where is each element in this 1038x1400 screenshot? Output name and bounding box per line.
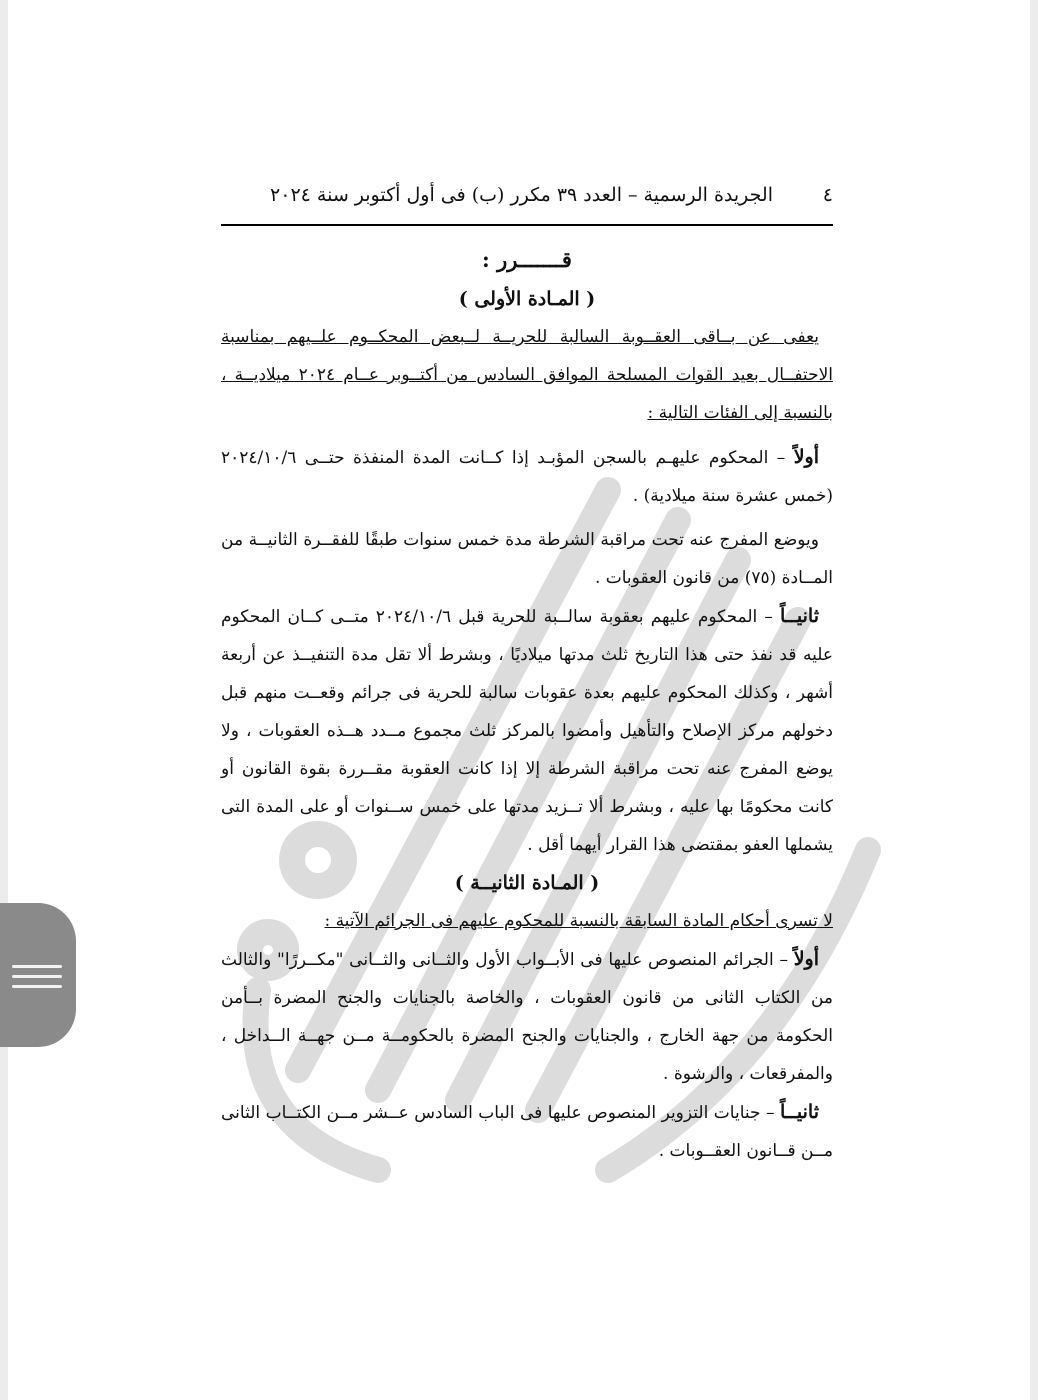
article-1-title: ( المـادة الأولى ) — [458, 288, 596, 310]
menu-bar — [12, 975, 62, 978]
page-header — [221, 180, 833, 226]
article-2-title: ( المـادة الثانيــة ) — [454, 872, 600, 894]
article-2-item-2 — [221, 1093, 833, 1170]
side-menu-handle[interactable] — [0, 903, 76, 1047]
article-1-item-2 — [221, 597, 833, 864]
item-label: ثانيــاً — [779, 605, 819, 627]
article-2-item-1 — [221, 940, 833, 1093]
article-1-item-1 — [221, 438, 833, 515]
document-page — [8, 0, 1030, 1400]
item-label: أولاً — [793, 446, 819, 468]
article-1-item-1-note: ويوضع المفرج عنه تحت مراقبة الشرطة مدة خمس سنوات طبقًا للفقــرة الثانيــة من المــادة (٧٥) من قانون العقوبات . — [221, 530, 833, 588]
item-label: أولاً — [793, 948, 819, 970]
menu-bar — [12, 965, 62, 968]
item-text: – جنايات التزوير المنصوص عليها فى الباب السادس عــشر مــن الكتــاب الثانى مــن قــانون العقــوبات . — [221, 1103, 833, 1161]
item-text: – الجرائم المنصوص عليها فى الأبــواب الأول والثــانى والثــانى "مكــررًا" والثالث من الكتاب الثانى من قانون العقوبات ، والخاصة بالجنايات والجنح المضرة بــأمن الحكومة من جهة الخارج ، والجنايات والجنح المضرة بالحكومــة مــن جهــة الــداخل ، والمفرقعات ، والرشوة . — [221, 950, 833, 1084]
article-1-intro: يعفى عن بــاقى العقــوبة السالبة للحريــة لــبعض المحكــوم علــيهم بمناسبة الاحتفــال بعيد القوات المسلحة الموافق السادس من أكتــوبر عــام ٢٠٢٤ ميلاديــة ، بالنسبة إلى الفئات التالية : — [221, 327, 833, 423]
article-2-intro: لا تسرى أحكام المادة السابقة بالنسبة للمحكوم عليهم فى الجرائم الآتية : — [324, 911, 833, 931]
item-text: – المحكوم عليهـم بالسجن المؤبـد إذا كــانت المدة المنفذة حتــى ٢٠٢٤/١٠/٦ (خمس عشرة سنة ميلادية) . — [221, 448, 833, 506]
item-label: ثانيــاً — [779, 1101, 819, 1123]
menu-bar — [12, 985, 62, 988]
document-body — [221, 240, 833, 1170]
gazette-header-text: الجريدة الرسمية – العدد ٣٩ مكرر (ب) فى أول أكتوبر سنة ٢٠٢٤ — [270, 184, 773, 206]
page-number: ٤ — [822, 184, 833, 206]
item-text: – المحكوم عليهم بعقوبة سالــبة للحرية قبل ٢٠٢٤/١٠/٦ متــى كــان المحكوم عليه قد نفذ حتى هذا التاريخ ثلث مدتها ميلاديًا ، وبشرط ألا تقل مدة التنفيــذ عن أربعة أشهر ، وكذلك المحكوم عليهم بعدة عقوبات سالبة للحرية فى جرائم وقعــت منهم قبل دخولهم مركز الإصلاح والتأهيل وأمضوا بالمركز ثلث مجموع مــدد هــذه العقوبات ، ولا يوضع المفرج عنه تحت مراقبة الشرطة إلا إذا كانت العقوبة مقــررة بقوة القانون أو كانت محكومًا بها عليه ، وبشرط ألا تــزيد مدتها على خمس ســنوات أو على المدة التى يشملها العفو بمقتضى هذا القرار أيهما أقل . — [221, 607, 833, 855]
decree-title: قـــــــرر : — [482, 247, 572, 272]
